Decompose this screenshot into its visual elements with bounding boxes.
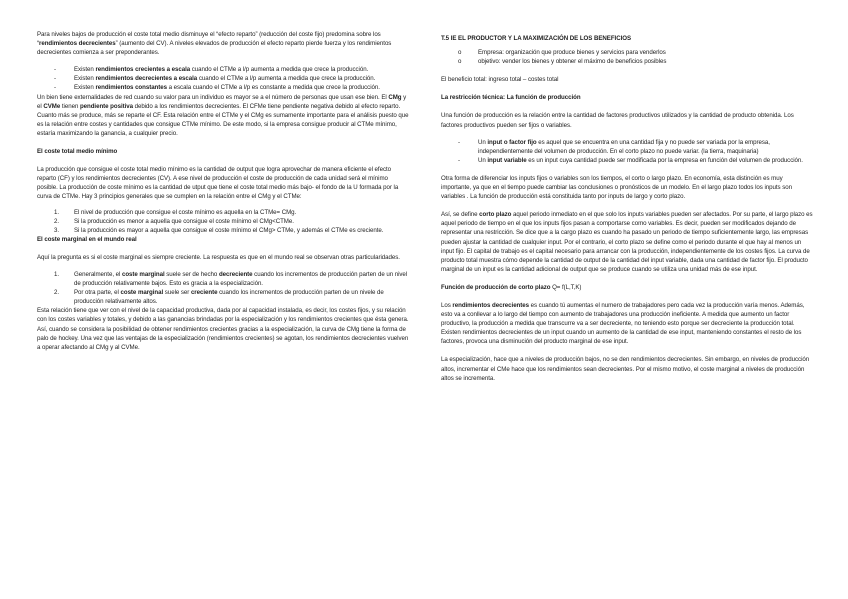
short-run-function-heading: Función de producción de corto plazo Q= f(L,T,K) [441, 283, 582, 291]
list-item: 2. Si la producción es menor a aquella que consigue el coste mínimo el CMg<CTMe. [54, 217, 294, 225]
diminishing-returns-paragraph: Los rendimientos decrecientes es cuando tú aumentas el numero de trabajadores pero cada vez la producción varía menos. Además, esto va a conllevar a lo largo del tiempo con aumento de trabajadores una producción ineficiente. A medida que aumento un factor productivo, la producción a medida que transcurre va a ser decreciente, no teniendo esto porque ser decreciente la producción total. Existen rendimientos decrecientes de un input cuando un aumento de la cantidad de ese input, manteniendo constantes el resto de los factores, provoca una disminución del producto marginal de ese input. [441, 301, 805, 346]
chapter-title: T.5 IE EL PRODUCTOR Y LA MAXIMIZACIÓN DE LOS BENEFICIOS [441, 35, 632, 42]
specialization-low-paragraph: La especialización, hace que a niveles de producción bajos, no se den rendimientos decrecientes. Sin embargo, en niveles de producción altos, incrementar el CMe hace que los rendimientos sean decrecientes. Por el mismo motivo, el coste marginal a niveles de producción altos se incrementa. [441, 356, 810, 382]
real-world-list [37, 270, 409, 306]
short-run-paragraph: Así, se define corto plazo aquel periodo inmediato en el que solo los inputs variables pueden ser afectados. Por su parte, el largo plazo es aquel periodo de tiempo en el que los inputs fijos pasan a comportarse como variables. Es decir, pueden ser modificados dejando de representar una restricción. Se dice que a la cargo plazo es cuando ha pasado un periodo de tiempo suficientemente largo, las empresas pueden ajustar la cantidad de cualquier input. Por el contrario, el corto plazo se define como el periodo durante el que hay al menos un input fijo. El capital de trabajo es el capital necesario para arrancar con la producción, independientemente de los costes fijos. La curva de producto total muestra cómo depende la cantidad de output de la cantidad del input variable, dada una cantidad de factor fijo. El producto marginal de un input es la cantidad adicional de output que se produce cuando se utiliza una unidad más de ese input. [441, 211, 813, 273]
company-list [441, 48, 813, 66]
list-item: - Un input variable es un input cuya cantidad puede ser modificada por la empresa en función del volumen de producción. [441, 156, 813, 165]
heading-technical: La restricción técnica: La función de producción [441, 94, 581, 102]
externalities-paragraph: Un bien tiene externalidades de red cuando su valor para un individuo es mayor se a el número de personas que usan ese bien. El CMg y el CVMe tienen pendiente positiva debido a los rendimientos decrecientes. El CFMe tiene pendiente negativa debido al efecto reparto. Cuanto más se produce, más se reparte el CF. Esta relación entre el CTMe y el CMg es sumamente importante para el análisis puesto que es la relación entre costes y cantidades que consigue CTMe mínimo. De este modo, si la empresa consigue producir al CTMe mínimo, estaría maximizando la ganancia, a cualquier precio. [37, 93, 409, 137]
left-column [37, 30, 409, 352]
intro-paragraph: Para niveles bajos de producción el coste total medio disminuye el “efecto reparto” (reducción del coste fijo) predomina sobre los “rendimientos decrecientes” (aumento del CV). A niveles elevados de producción el efecto reparto pierde fuerza y los rendimientos decrecientes comienza a ser preponderantes. [37, 31, 392, 57]
benefit-line: El beneficio total: ingreso total – costes total [441, 76, 559, 84]
list-item: - Existen rendimientos decrecientes a escala cuando el CTMe a l/p aumenta a medida que crece la producción. [37, 74, 409, 83]
inputs-list [441, 138, 813, 165]
principles-list [37, 208, 409, 235]
heading-real-world: El coste marginal en el mundo real [37, 235, 137, 243]
list-item: - Existen rendimientos constantes a escala cuando el CTMe a l/p es constante a medida que crece la producción. [37, 83, 409, 92]
real-world-paragraph: Aquí la pregunta es si el coste marginal es siempre creciente. La respuesta es que en el mundo real se observan otras particularidades. [37, 253, 400, 261]
list-item: o objetivo: vender los bienes y obtener el máximo de beneficios posibles [441, 57, 813, 66]
time-paragraph: Otra forma de diferenciar los inputs fijos o variables son los tiempos, el corto o largo plazo. En economía, esta distinción es muy importante, ya que en el tiempo puede cambiar las conclusiones o pronósticos de un modelo. En el largo plazo todos los inputs son variables . La función de producción está constituida tanto por inputs de largo y corto plazo. [441, 174, 792, 201]
list-item: 1. El nivel de producción que consigue el coste mínimo es aquella en la CTMe= CMg. [54, 208, 297, 216]
list-item: 3. Si la producción es mayor a aquella que consigue el coste mínimo el CMg> CTMe, y además el CTMe es creciente. [54, 226, 384, 234]
list-item: - Existen rendimientos crecientes a escala cuando el CTMe a l/p aumenta a medida que crece la producción. [37, 65, 409, 74]
specialization-paragraph: Esta relación tiene que ver con el nivel de la capacidad productiva, dada por al capacidad instalada, es decir, los costes fijos, y su relación con los costes variables y totales, y debido a las ganancias brindadas por la especialización y los rendimientos crecientes que ésta genera. Así, cuando se considera la posibilidad de obtener rendimientos crecientes gracias a la especialización, la curva de CMg tiene la forma de palo de hockey. Una vez que las ventajas de la especialización (rendimientos crecientes) se agotan, los rendimientos decrecientes vuelven a operar afectando al CMg y al CVMe. [37, 307, 409, 351]
list-item: - Un input o factor fijo es aquel que se encuentra en una cantidad fija y no puede ser variada por la empresa, independientemente del volumen de producción. En el corto plazo no puede variar. (la tierra, maquinaria) [441, 138, 813, 156]
heading-min-cost: El coste total medio mínimo [37, 148, 118, 156]
list-item: 2. Por otra parte, el coste marginal suele ser creciente cuando los incrementos de producción parten de un nivele de producción relativamente altos. [54, 289, 384, 306]
list-item: 1. Generalmente, el coste marginal suele ser de hecho decreciente cuando los incrementos de producción parten de un nivel de producción relativamente bajos. Esto es gracia a la especialización. [54, 270, 408, 288]
production-function-paragraph: Una función de producción es la relación entre la cantidad de factores productivos utilizados y la cantidad de producto obtenida. Los factores productivos pueden ser fijos o variables. [441, 112, 794, 129]
scale-returns-list [37, 65, 409, 92]
min-cost-paragraph: La producción que consigue el coste total medio mínimo es la cantidad de output que logra aprovechar de manera eficiente el efecto reparto (CF) y los rendimientos decrecientes (CV). A ese nivel de producción el coste de producción de cada unidad será el mínimo posible. La producción de coste mínimo es la cantidad de utput que tiene el coste total medio más bajo- el fondo de la U formada por la curva de CTMe. Hay 3 principios generales que se cumplen en la relación entre el CMg y el CTMe: [37, 166, 399, 201]
right-column [441, 34, 813, 383]
list-item: o Empresa: organización que produce bienes y servicios para venderlos [441, 48, 813, 57]
